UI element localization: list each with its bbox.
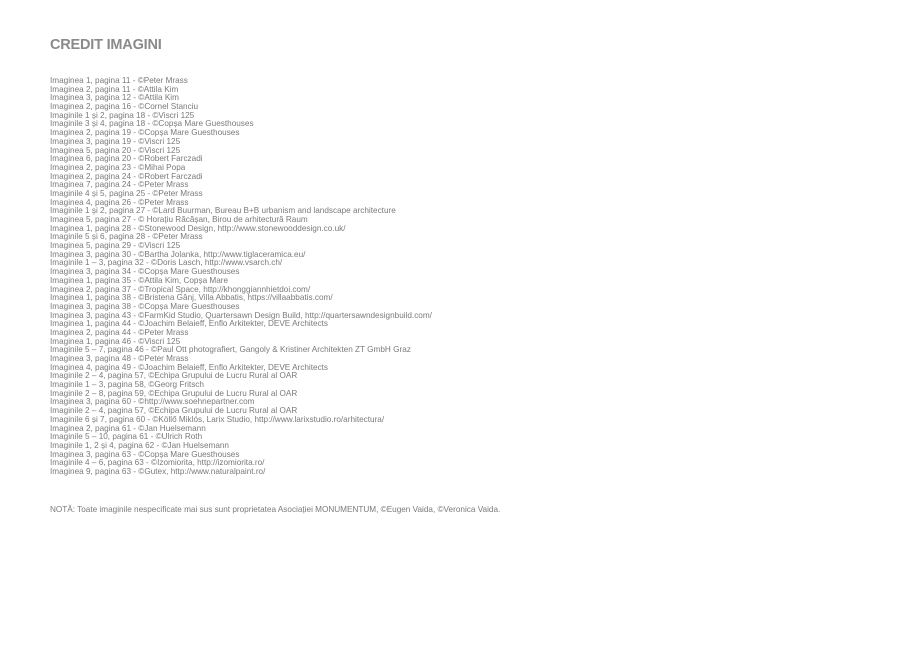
credit-line: Imaginile 1, 2 și 4, pagina 62 - ©Jan Huelsemann: [50, 440, 229, 450]
credit-line: Imaginile 2 – 8, pagina 59, ©Echipa Grupului de Lucru Rural al OAR: [50, 388, 298, 398]
credit-line: Imaginea 2, pagina 37 - ©Tropical Space, http://khonggiannhietdoi.com/: [50, 284, 311, 294]
credit-line: Imaginea 3, pagina 60 - ©http://www.soehnepartner.com: [50, 397, 255, 407]
credit-line: Imaginile 1 și 2, pagina 18 - ©Viscri 125: [50, 110, 195, 120]
credit-line: Imaginea 1, pagina 28 - ©Stonewood Design, http://www.stonewooddesign.co.uk/: [50, 223, 346, 233]
credit-line: Imaginile 1 – 3, pagina 32 - ©Doris Lasch, http://www.vsarch.ch/: [50, 258, 283, 268]
credit-line: Imaginile 5 – 7, pagina 46 - ©Paul Ott photografiert, Gangoly & Kristiner Architekten ZT GmbH Graz: [50, 345, 411, 355]
credit-line: Imaginea 3, pagina 19 - ©Viscri 125: [50, 136, 181, 146]
credit-line: Imaginile 2 – 4, pagina 57, ©Echipa Grupului de Lucru Rural al OAR: [50, 371, 298, 381]
credit-line: Imaginile 4 – 6, pagina 63 - ©Izomiorita, http://izomiorita.ro/: [50, 458, 265, 468]
credit-line: Imaginea 3, pagina 48 - ©Peter Mrass: [50, 354, 189, 363]
credit-line: Imaginile 1 – 3, pagina 58, ©Georg Fritsch: [50, 380, 204, 390]
page-title: CREDIT IMAGINI: [50, 37, 162, 53]
credit-line: Imaginea 5, pagina 29 - ©Viscri 125: [50, 241, 181, 251]
credit-line: Imaginea 2, pagina 61 - ©Jan Huelsemann: [50, 423, 206, 433]
credit-line: Imaginea 2, pagina 23 - ©Mihai Popa: [50, 162, 186, 172]
credit-line: Imaginea 5, pagina 27 - © Horațiu Răcășan, Birou de arhitectură Raum: [50, 215, 308, 224]
credit-line: Imaginea 6, pagina 20 - ©Robert Farczadi: [50, 154, 203, 164]
credit-line: Imaginile 1 și 2, pagina 27 - ©Lard Buurman, Bureau B+B urbanism and landscape architecture: [50, 206, 396, 216]
credit-line: Imaginea 4, pagina 49 - ©Joachim Belaieff, Enflo Arkitekter, DEVE Architects: [50, 362, 329, 372]
credit-line: Imaginile 6 și 7, pagina 60 - ©Köllő Miklós, Larix Studio, http://www.larixstudio.ro/arhitectura/: [50, 414, 385, 424]
credit-line: Imaginile 4 și 5, pagina 25 - ©Peter Mrass: [50, 188, 203, 198]
credit-line: Imaginea 2, pagina 11 - ©Attila Kim: [50, 84, 179, 94]
credit-line: Imaginile 3 și 4, pagina 18 - ©Copșa Mare Guesthouses: [50, 119, 254, 129]
credit-line: Imaginile 5 și 6, pagina 28 - ©Peter Mrass: [50, 232, 203, 242]
credit-line: Imaginea 3, pagina 63 - ©Copșa Mare Guesthouses: [50, 449, 240, 459]
footer-note: NOTĂ: Toate imaginile nespecificate mai sus sunt proprietatea Asociației MONUMENTUM, ©Eugen Vaida, ©Veronica Vaida.: [50, 505, 501, 514]
credit-line: Imaginea 7, pagina 24 - ©Peter Mrass: [50, 180, 189, 190]
credit-line: Imaginea 9, pagina 63 - ©Gutex, http://www.naturalpaint.ro/: [50, 466, 266, 476]
credit-line: Imaginea 1, pagina 35 - ©Attila Kim, Copșa Mare: [50, 275, 229, 285]
credit-line: Imaginea 2, pagina 16 - ©Cornel Stanciu: [50, 102, 199, 112]
credit-line: Imaginea 3, pagina 43 - ©FarmKid Studio, Quartersawn Design Build, http://quartersawndesignbuild.com/: [50, 310, 432, 320]
credit-line: Imaginile 5 – 10, pagina 61 - ©Ulrich Roth: [50, 432, 203, 442]
credit-line: Imaginea 2, pagina 24 - ©Robert Farczadi: [50, 171, 203, 181]
credit-line: Imaginile 2 – 4, pagina 57, ©Echipa Grupului de Lucru Rural al OAR: [50, 406, 298, 416]
credit-line: Imaginea 2, pagina 44 - ©Peter Mrass: [50, 327, 189, 337]
credit-line: Imaginea 3, pagina 34 - ©Copșa Mare Guesthouses: [50, 267, 240, 277]
credit-line: Imaginea 1, pagina 44 - ©Joachim Belaieff, Enflo Arkitekter, DEVE Architects: [50, 319, 329, 329]
credit-line: Imaginea 3, pagina 30 - ©Bartha Jolanka, http://www.tiglaceramica.eu/: [50, 249, 306, 259]
credit-line: Imaginea 1, pagina 11 - ©Peter Mrass: [50, 76, 188, 85]
credit-line: Imaginea 3, pagina 38 - ©Copșa Mare Guesthouses: [50, 301, 240, 311]
credit-line: Imaginea 3, pagina 12 - ©Attila Kim: [50, 93, 179, 103]
image-credits-list: [50, 77, 432, 477]
credit-line: Imaginea 1, pagina 46 - ©Viscri 125: [50, 336, 181, 346]
credit-line: Imaginea 1, pagina 38 - ©Bristena Gânj, Villa Abbatis, https://villaabbatis.com/: [50, 293, 333, 303]
credit-line: Imaginea 4, pagina 26 - ©Peter Mrass: [50, 197, 189, 207]
credit-line: Imaginea 5, pagina 20 - ©Viscri 125: [50, 145, 181, 155]
credit-line: Imaginea 2, pagina 19 - ©Copșa Mare Guesthouses: [50, 128, 240, 138]
